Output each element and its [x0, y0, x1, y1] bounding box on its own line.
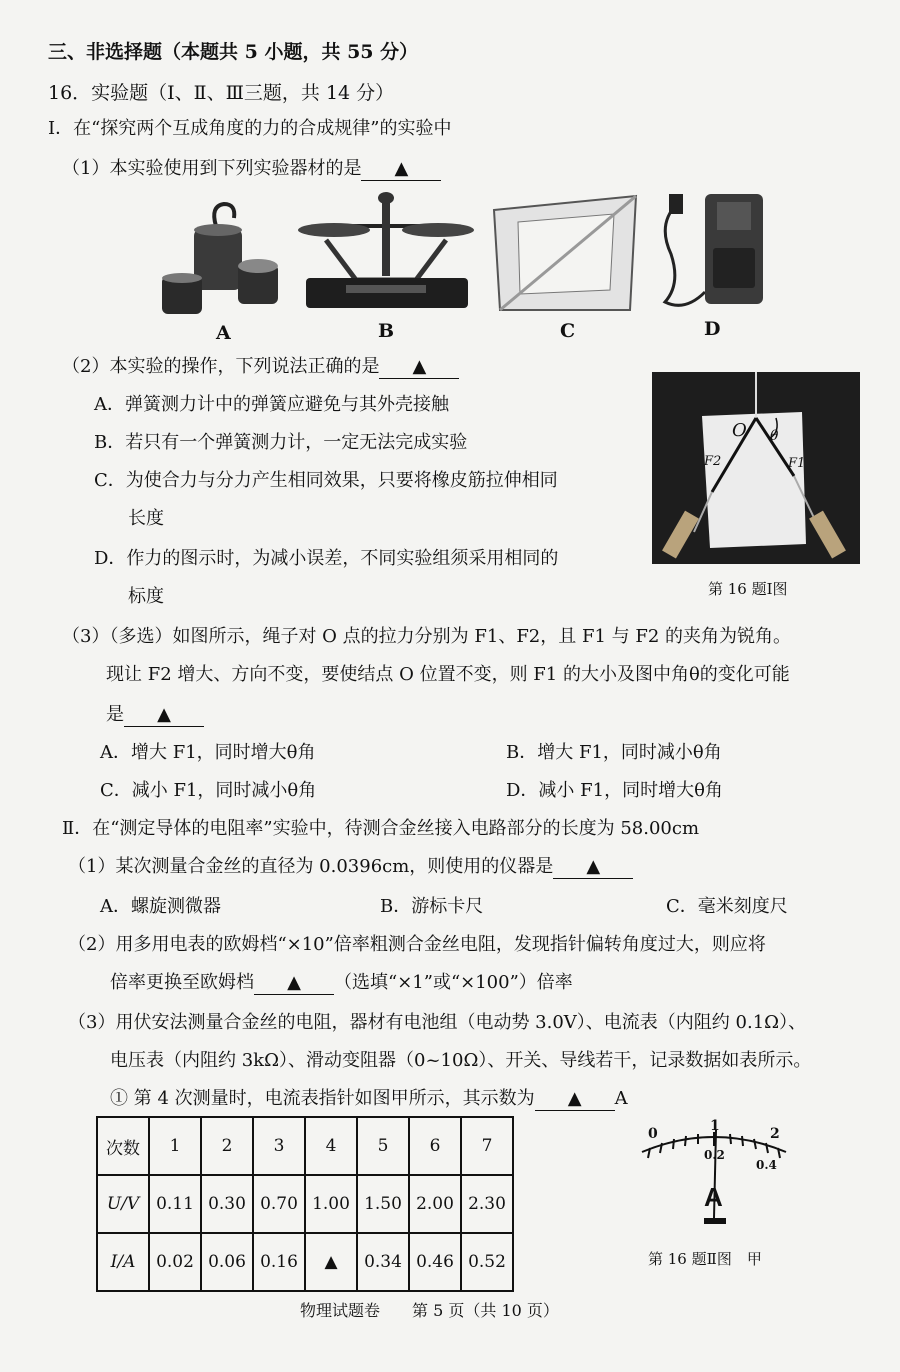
table-cell: 0.11	[149, 1175, 201, 1233]
table-cell: 4	[305, 1117, 357, 1175]
table-cell: 6	[409, 1117, 461, 1175]
option-item: A．增大 F1，同时增大θ角	[100, 742, 316, 763]
option-item-cont: 长度	[128, 508, 164, 529]
ammeter-figure	[590, 1118, 840, 1238]
part1-q3-line2: 现让 F2 增大、方向不变，要使结点 O 位置不变，则 F1 的大小及图中角θ的变化可能	[106, 664, 790, 685]
part2-q3-sub1-unit: A	[614, 1088, 628, 1109]
answer-blank: ▲	[553, 856, 633, 879]
meter-scale-0: 0	[648, 1126, 658, 1142]
part2-q2-line1: （2）用多用电表的欧姆档“×10”倍率粗测合金丝电阻，发现指针偏转角度过大，则应将	[68, 934, 766, 955]
option-item: A．弹簧测力计中的弹簧应避免与其外壳接触	[94, 394, 449, 415]
force-figure	[652, 372, 860, 564]
table-cell: ▲	[305, 1233, 357, 1291]
part2-title: Ⅱ．在“测定导体的电阻率”实验中，待测合金丝接入电路部分的长度为 58.00cm	[62, 818, 700, 839]
meter-scale-02: 0.2	[704, 1148, 725, 1162]
answer-blank: ▲	[535, 1088, 615, 1111]
option-item: C．减小 F1，同时减小θ角	[100, 780, 317, 801]
option-item: D．作力的图示时，为减小误差，不同实验组须采用相同的	[94, 548, 559, 569]
meter-scale-1: 1	[710, 1118, 720, 1134]
force-figure-caption: 第 16 题Ⅰ图	[708, 580, 788, 598]
equipment-power-supply-image	[655, 188, 770, 313]
table-row	[97, 1233, 513, 1291]
table-cell: 1	[149, 1117, 201, 1175]
equipment-balance-image	[296, 190, 476, 315]
answer-blank: ▲	[254, 972, 334, 995]
option-item: C．为使合力与分力产生相同效果，只要将橡皮筋拉伸相同	[94, 470, 558, 491]
part2-q3-sub1	[110, 1088, 628, 1111]
option-item: B．增大 F1，同时减小θ角	[506, 742, 722, 763]
part2-q1-text: （1）某次测量合金丝的直径为 0.0396cm，则使用的仪器是	[68, 856, 554, 877]
option-item: C．毫米刻度尺	[666, 896, 788, 917]
equipment-label-c: C	[560, 320, 576, 342]
table-cell: I/A	[97, 1233, 149, 1291]
table-cell: 0.02	[149, 1233, 201, 1291]
equipment-weights-image	[158, 196, 288, 321]
equipment-triangle-ruler-image	[490, 190, 640, 315]
section-title: 三、非选择题（本题共 5 小题，共 55 分）	[48, 41, 419, 63]
option-item: D．减小 F1，同时增大θ角	[506, 780, 723, 801]
part1-q3-line1: （3）（多选）如图所示，绳子对 O 点的拉力分别为 F1、F2，且 F1 与 F2 的夹角为锐角。	[62, 626, 792, 647]
part2-q3-sub1-text: ① 第 4 次测量时，电流表指针如图甲所示，其示数为	[110, 1088, 535, 1109]
table-cell: 1.50	[357, 1175, 409, 1233]
page-footer: 物理试题卷 第 5 页（共 10 页）	[300, 1301, 559, 1320]
part1-q1	[62, 158, 441, 181]
theta-label: θ	[770, 428, 779, 444]
answer-blank: ▲	[361, 158, 441, 181]
table-cell: 0.34	[357, 1233, 409, 1291]
f1-label: F1	[788, 456, 806, 471]
part2-q2-line2-text: 倍率更换至欧姆档	[110, 972, 254, 993]
part2-q3-line1: （3）用伏安法测量合金丝的电阻，器材有电池组（电动势 3.0V）、电流表（内阻约 0.1Ω）、	[68, 1012, 807, 1033]
table-cell: 7	[461, 1117, 513, 1175]
answer-blank: ▲	[124, 704, 204, 727]
table-cell: 0.46	[409, 1233, 461, 1291]
table-cell: 次数	[97, 1117, 149, 1175]
table-cell: 2	[201, 1117, 253, 1175]
meter-scale-2: 2	[770, 1126, 780, 1142]
table-cell: 0.06	[201, 1233, 253, 1291]
part1-title: Ⅰ．在“探究两个互成角度的力的合成规律”的实验中	[48, 118, 452, 139]
table-cell: 0.30	[201, 1175, 253, 1233]
answer-blank: ▲	[379, 356, 459, 379]
f2-label: F2	[704, 454, 722, 469]
table-cell: 2.00	[409, 1175, 461, 1233]
part1-q2	[62, 356, 459, 379]
equipment-label-a: A	[216, 322, 231, 344]
table-cell: 2.30	[461, 1175, 513, 1233]
option-item: B．若只有一个弹簧测力计，一定无法完成实验	[94, 432, 468, 453]
option-item: A．螺旋测微器	[100, 896, 221, 917]
point-o-label: O	[732, 420, 747, 441]
part1-q3-line3-text: 是	[106, 704, 124, 725]
ammeter-unit-label: A	[704, 1182, 723, 1212]
option-item-cont: 标度	[128, 586, 164, 607]
table-cell: U/V	[97, 1175, 149, 1233]
data-table	[96, 1116, 514, 1292]
table-row	[97, 1175, 513, 1233]
part2-q2-line2-suffix: （选填“×1”或“×100”）倍率	[334, 972, 573, 993]
table-cell: 0.52	[461, 1233, 513, 1291]
part1-q2-text: （2）本实验的操作，下列说法正确的是	[62, 356, 380, 377]
part1-q1-text: （1）本实验使用到下列实验器材的是	[62, 158, 362, 179]
ammeter-caption: 第 16 题Ⅱ图 甲	[648, 1250, 762, 1268]
table-cell: 5	[357, 1117, 409, 1175]
equipment-label-d: D	[704, 318, 721, 340]
table-cell: 0.16	[253, 1233, 305, 1291]
part2-q3-line2: 电压表（内阻约 3kΩ）、滑动变阻器（0~10Ω）、开关、导线若干，记录数据如表所示。	[110, 1050, 812, 1071]
meter-scale-04: 0.4	[756, 1158, 777, 1172]
table-header-row	[97, 1117, 513, 1175]
option-item: B．游标卡尺	[380, 896, 484, 917]
part2-q1	[68, 856, 633, 879]
table-cell: 0.70	[253, 1175, 305, 1233]
table-cell: 3	[253, 1117, 305, 1175]
table-cell: 1.00	[305, 1175, 357, 1233]
equipment-label-b: B	[378, 320, 395, 342]
part2-q2-line2	[110, 972, 573, 995]
part1-q3-line3	[106, 704, 204, 727]
q16-title: 16．实验题（Ⅰ、Ⅱ、Ⅲ三题，共 14 分）	[48, 82, 395, 104]
